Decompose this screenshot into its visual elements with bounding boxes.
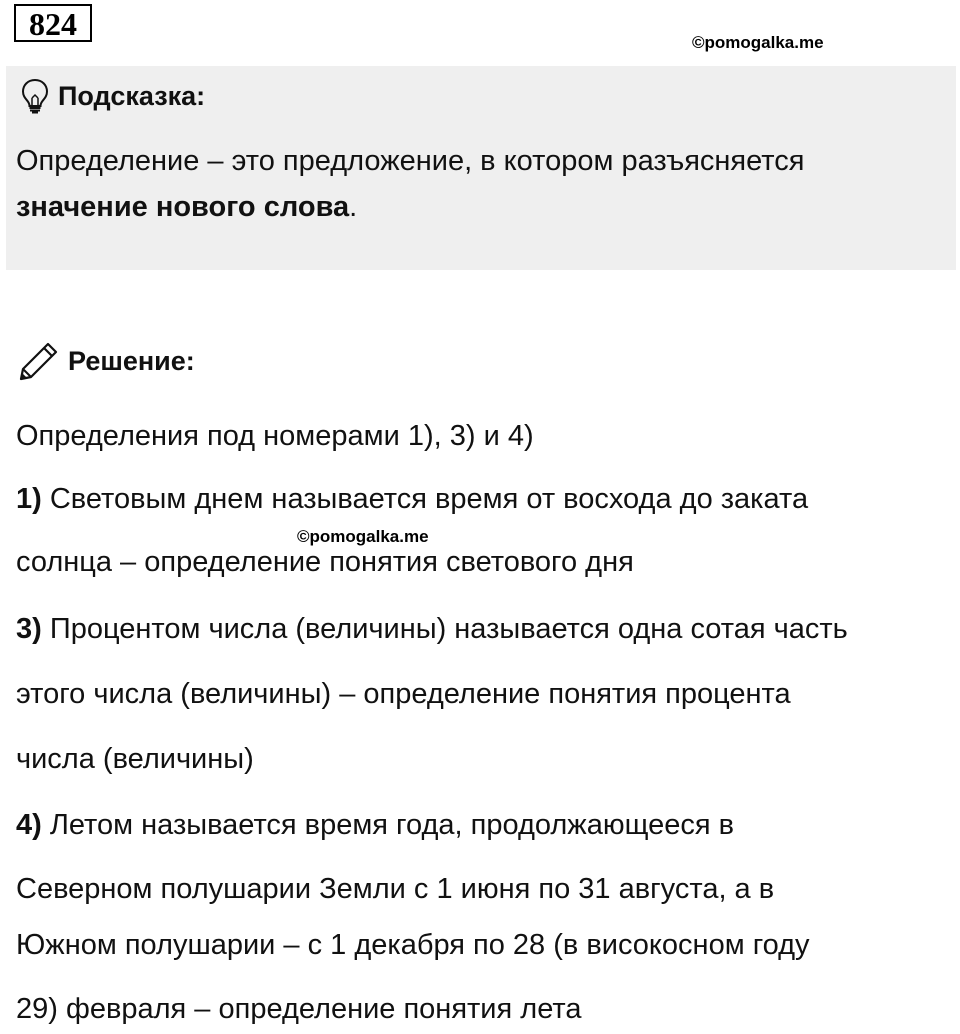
item-1-number: 1) [16,483,42,515]
hint-text [16,138,936,230]
item-1-text-1: Световым днем называется время от восхода до заката [41,483,809,515]
lightbulb-icon [20,78,50,114]
item-4-line-3: Южном полушарии – с 1 декабря по 28 (в високосном году [16,929,810,961]
solution-header [18,340,195,382]
item-3-line-3: числа (величины) [16,743,254,775]
item-4-line-2: Северном полушарии Земли с 1 июня по 31 августа, а в [16,873,775,905]
item-3-line-2: этого числа (величины) – определение понятия процента [16,678,791,710]
item-3-line-1 [16,609,848,649]
hint-text-plain: Определение – это предложение, в котором разъясняется [16,145,805,177]
item-4-line-1 [16,805,734,845]
item-4-number: 4) [16,809,42,841]
item-3-text-1: Процентом числа (величины) называется одна сотая часть [41,613,848,645]
item-3-number: 3) [16,613,42,645]
hint-text-end: . [349,191,358,223]
solution-intro: Определения под номерами 1), 3) и 4) [16,420,534,452]
hint-box [6,66,956,270]
item-4-text-1: Летом называется время года, продолжающееся в [41,809,735,841]
hint-title: Подсказка: [58,80,206,111]
item-1-line-2: солнца – определение понятия светового дня [16,546,634,578]
watermark-top: ©pomogalka.me [692,33,824,52]
hint-text-bold: значение нового слова [16,191,350,223]
hint-header [20,78,205,114]
item-1-line-1 [16,479,808,519]
item-4-line-4: 29) февраля – определение понятия лета [16,993,582,1025]
problem-number: 824 [14,4,92,42]
watermark-middle: ©pomogalka.me [297,527,429,546]
solution-title: Решение: [68,345,195,376]
pencil-icon [18,340,60,382]
